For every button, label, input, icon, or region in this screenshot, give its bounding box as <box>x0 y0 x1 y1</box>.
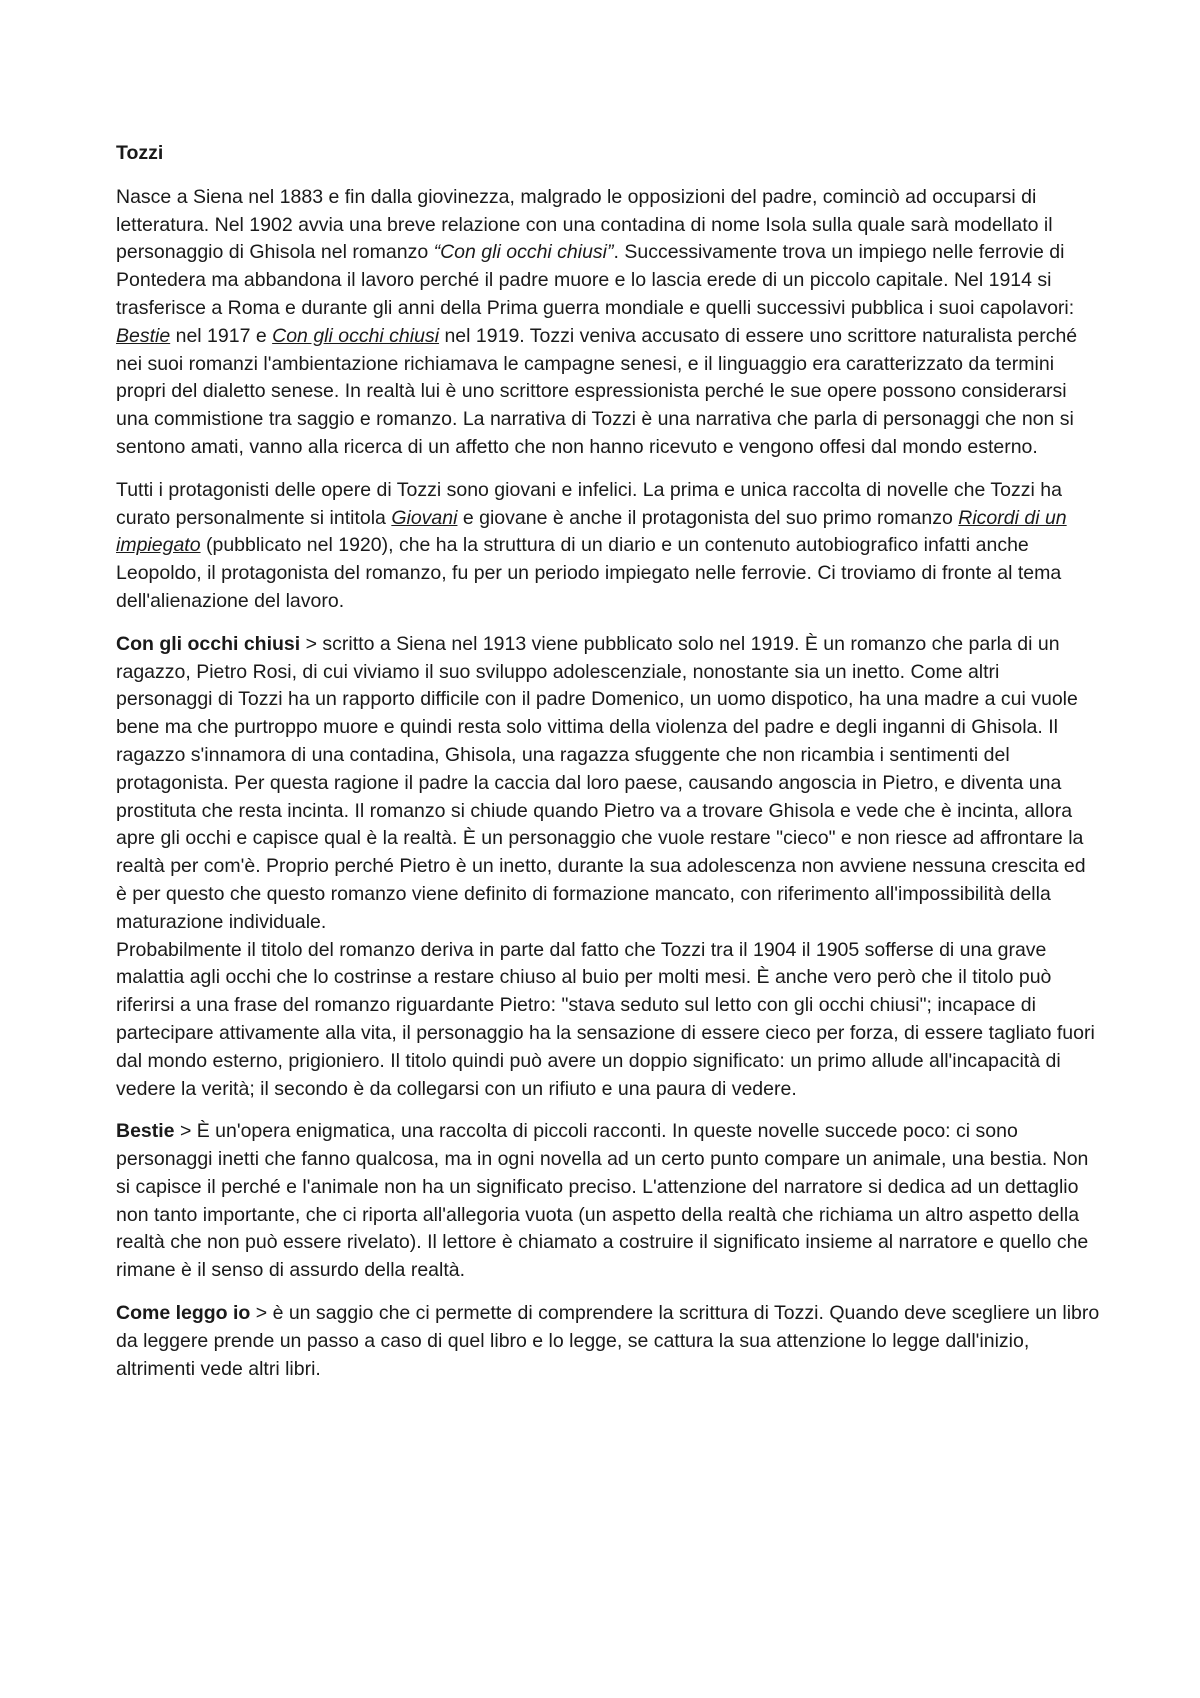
paragraph-protagonists <box>116 477 1101 616</box>
text-run: (pubblicato nel 1920), che ha la struttura di un diario e un contenuto autobiografico infatti anche Leopoldo, il protagonista del romanzo, fu per un periodo impiegato nelle ferrovie. Ci troviamo di fronte al tema dell'alienazione del lavoro. <box>116 534 1062 612</box>
paragraph-con-gli-occhi-chiusi <box>116 631 1101 937</box>
text-run: Tutti i protagonisti delle opere di Tozzi sono giovani e infelici. La prima e unica raccolta di novelle che Tozzi ha curato personalmente si intitola <box>116 478 1062 529</box>
link-giovani[interactable]: Giovani <box>391 506 458 529</box>
section-heading-come-leggo-io: Come leggo io <box>116 1302 251 1325</box>
italic-title-con-gli-occhi-chiusi: “Con gli occhi chiusi” <box>433 241 614 264</box>
section-heading-bestie: Bestie <box>116 1120 175 1143</box>
text-run: nel 1917 e <box>170 324 273 347</box>
text-run: > scritto a Siena nel 1913 viene pubblicato solo nel 1919. È un romanzo che parla di un ragazzo, Pietro Rosi, di cui viviamo il suo sviluppo adolescenziale, nonostante sia un inetto. Come altri personaggi di Tozzi ha un rapporto difficile con il padre Domenico, un uomo dispotico, ha una madre a cui vuole bene ma che purtroppo muore e quindi resta solo vittima della violenza del padre e degli inganni di Ghisola. Il ragazzo s'innamora di una contadina, Ghisola, una ragazza sfuggente che non ricambia i sentimenti del protagonista. Per questa ragione il padre la caccia dal loro paese, causando angoscia in Pietro, e diventa una prostituta che resta incinta. Il romanzo si chiude quando Pietro va a trovare Ghisola e vede che è incinta, allora apre gli occhi e capisce qual è la realtà. È un personaggio che vuole restare "cieco" e non riesce ad affrontare la realtà per com'è. Proprio perché Pietro è un inetto, durante la sua adolescenza non avviene nessuna crescita ed è per questo che questo romanzo viene definito di formazione mancato, con riferimento all'impossibilità della maturazione individuale. <box>116 632 1086 933</box>
text-run: . Successivamente trova un impiego nelle ferrovie di Pontedera ma abbandona il lavoro perché il padre muore e lo lascia erede di un piccolo capitale. Nel 1914 si trasferisce a Roma e durante gli anni della Prima guerra mondiale e quelli successivi pubblica i suoi capolavori: <box>116 241 1075 319</box>
paragraph-bestie <box>116 1118 1101 1285</box>
document-page <box>116 140 1101 1398</box>
paragraph-biography <box>116 184 1101 462</box>
text-run: Probabilmente il titolo del romanzo deriva in parte dal fatto che Tozzi tra il 1904 il 1905 sofferse di una grave malattia agli occhi che lo costrinse a restare chiuso al buio per molti mesi. È anche vero però che il titolo può riferirsi a una frase del romanzo riguardante Pietro: "stava seduto sul letto con gli occhi chiusi"; incapace di partecipare attivamente alla vita, il personaggio ha la sensazione di essere cieco per forza, di essere tagliato fuori dal mondo esterno, prigioniero. Il titolo quindi può avere un doppio significato: un primo allude all'incapacità di vedere la verità; il secondo è da collegarsi con un rifiuto e una paura di vedere. <box>116 938 1095 1100</box>
paragraph-title-meaning <box>116 937 1101 1104</box>
paragraph-come-leggo-io <box>116 1300 1101 1383</box>
link-bestie[interactable]: Bestie <box>116 324 171 347</box>
link-ricordi-di-un-impiegato[interactable]: Ricordi di un impiegato <box>116 506 1067 557</box>
section-heading-con-gli-occhi-chiusi: Con gli occhi chiusi <box>116 632 301 655</box>
text-run: nel 1919. Tozzi veniva accusato di essere uno scrittore naturalista perché nei suoi romanzi l'ambientazione richiamava le campagne senesi, e il linguaggio era caratterizzato da termini propri del dialetto senese. In realtà lui è uno scrittore espressionista perché le sue opere possono considerarsi una commistione tra saggio e romanzo. La narrativa di Tozzi è una narrativa che parla di personaggi che non si sentono amati, vanno alla ricerca di un affetto che non hanno ricevuto e vengono offesi dal mondo esterno. <box>116 324 1078 458</box>
text-run: > è un saggio che ci permette di comprendere la scrittura di Tozzi. Quando deve scegliere un libro da leggere prende un passo a caso di quel libro e lo legge, se cattura la sua attenzione lo legge dall'inizio, altrimenti vede altri libri. <box>116 1302 1100 1380</box>
text-run: Nasce a Siena nel 1883 e fin dalla giovinezza, malgrado le opposizioni del padre, cominciò ad occuparsi di letteratura. Nel 1902 avvia una breve relazione con una contadina di nome Isola sulla quale sarà modellato il personaggio di Ghisola nel romanzo <box>116 185 1053 264</box>
text-run: > È un'opera enigmatica, una raccolta di piccoli racconti. In queste novelle succede poco: ci sono personaggi inetti che fanno qualcosa, ma in ogni novella ad un certo punto compare un animale, una bestia. Non si capisce il perché e l'animale non ha un significato preciso. L'attenzione del narratore si dedica ad un dettaglio non tanto importante, che ci riporta all'allegoria vuota (un aspetto della realtà che richiama un altro aspetto della realtà che non può essere rivelato). Il lettore è chiamato a costruire il significato insieme al narratore e quello che rimane è il senso di assurdo della realtà. <box>116 1120 1089 1282</box>
text-run: e giovane è anche il protagonista del suo primo romanzo <box>457 506 959 529</box>
document-title: Tozzi <box>116 142 164 164</box>
link-con-gli-occhi-chiusi[interactable]: Con gli occhi chiusi <box>272 324 440 347</box>
